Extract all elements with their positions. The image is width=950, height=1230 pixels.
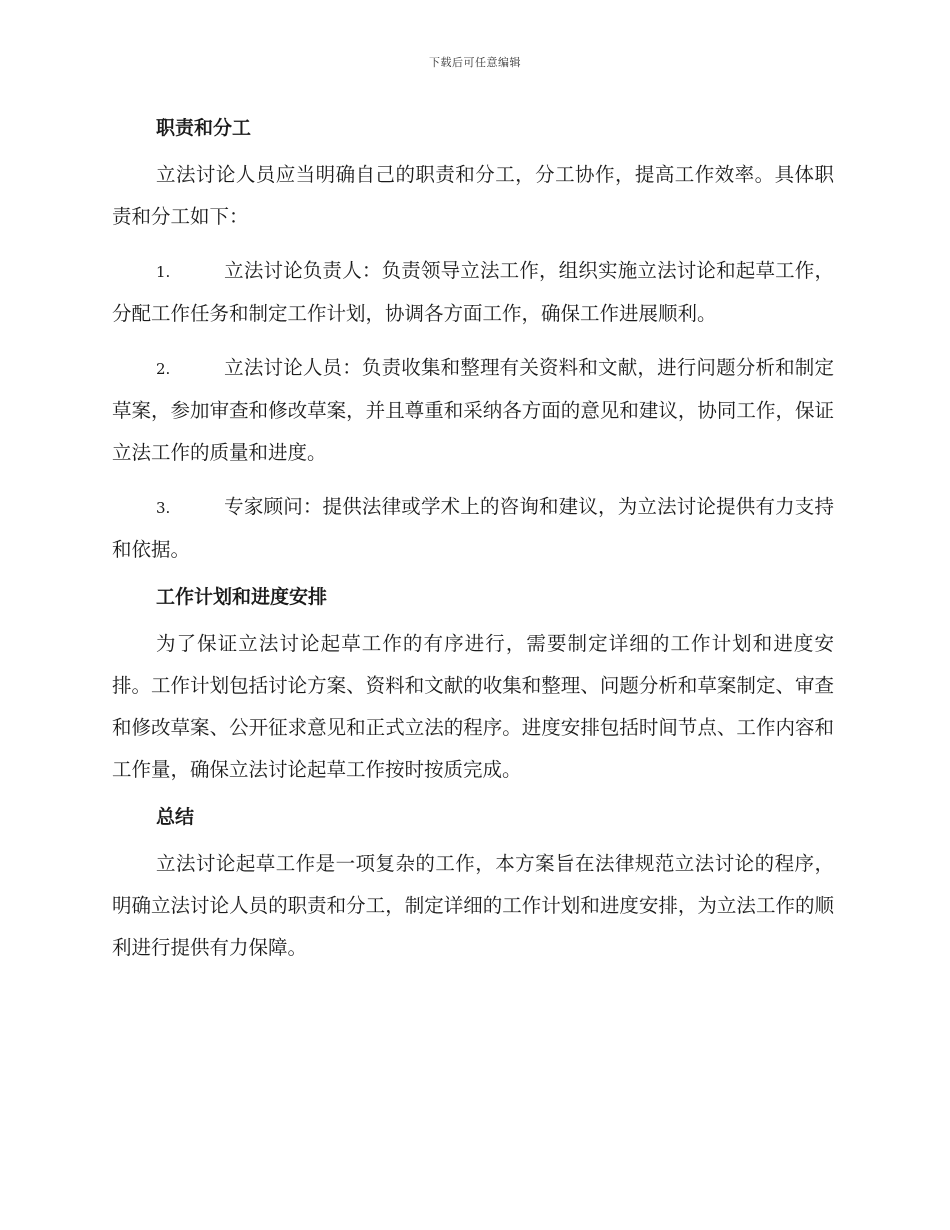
list-number: 1.: [156, 263, 171, 281]
duties-intro-paragraph: 立法讨论人员应当明确自己的职责和分工，分工协作，提高工作效率。具体职责和分工如下：: [112, 163, 834, 228]
section-heading-duties: 职责和分工: [156, 117, 252, 139]
summary-paragraph: 立法讨论起草工作是一项复杂的工作，本方案旨在法律规范立法讨论的程序，明确立法讨论人员的职责和分工，制定详细的工作计划和进度安排，为立法工作的顺利进行提供有力保障。: [112, 852, 834, 959]
document-body: [112, 108, 834, 969]
section-heading-summary: 总结: [156, 806, 195, 828]
duty-item-2: [112, 347, 834, 474]
page-header: 下载后可任意编辑: [429, 56, 521, 69]
duty-item-1: [112, 250, 834, 335]
plan-paragraph: 为了保证立法讨论起草工作的有序进行，需要制定详细的工作计划和进度安排。工作计划包括讨论方案、资料和文献的收集和整理、问题分析和草案制定、审查和修改草案、公开征求意见和正式立法的程序。进度安排包括时间节点、工作内容和工作量，确保立法讨论起草工作按时按质完成。: [112, 632, 834, 781]
list-item-text: 立法讨论负责人：负责领导立法工作，组织实施立法讨论和起草工作，分配工作任务和制定工作计划，协调各方面工作，确保工作进展顺利。: [112, 259, 834, 325]
duty-item-3: [112, 486, 834, 571]
list-item-text: 专家顾问：提供法律或学术上的咨询和建议，为立法讨论提供有力支持和依据。: [112, 495, 834, 561]
section-heading-plan: 工作计划和进度安排: [156, 586, 328, 608]
list-item-text: 立法讨论人员：负责收集和整理有关资料和文献，进行问题分析和制定草案，参加审查和修改草案，并且尊重和采纳各方面的意见和建议，协同工作，保证立法工作的质量和进度。: [112, 356, 834, 464]
list-number: 2.: [156, 360, 171, 378]
list-number: 3.: [156, 499, 171, 517]
